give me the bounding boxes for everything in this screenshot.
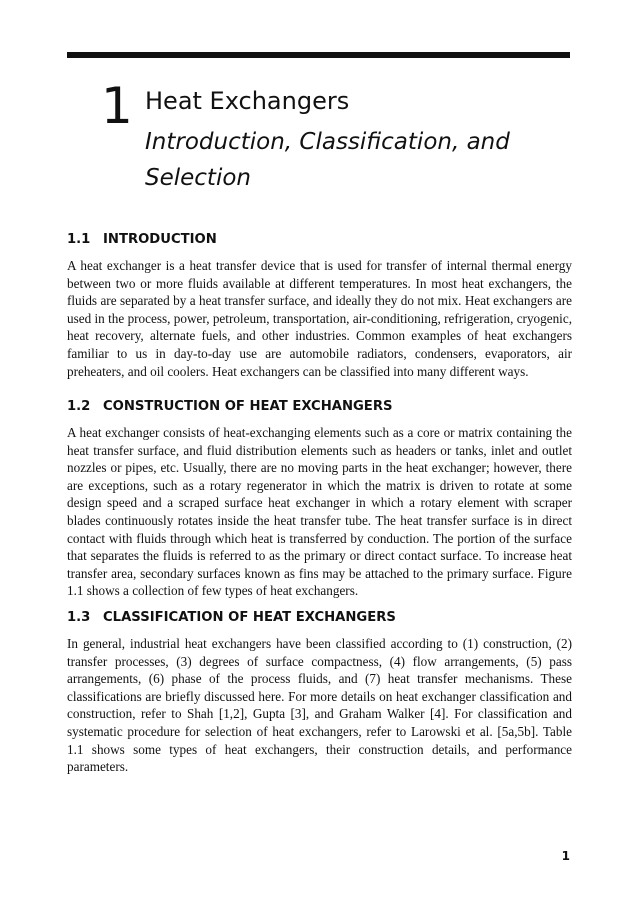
section-body: In general, industrial heat exchangers have been classified according to (1) construction, (2) transfer processes, (3) degrees of surface compactness, (4) flow arrangements, (5) pass arrangements, (6) phase of the process fluids, and (7) heat transfer mechanisms. These classifications are briefly discussed here. For more details on heat exchanger classification and construction, refer to Shah [1,2], Gupta [3], and Graham Walker [4]. For classification and systematic procedure for selection of heat exchangers, refer to Larowski et al. [5a,5b]. Table 1.1 shows some types of heat exchangers, their construction details, and performance parameters. (67, 636, 572, 775)
section-number: 1.1 (67, 232, 91, 247)
chapter-number: 1 (101, 77, 133, 135)
section-construction (67, 399, 572, 600)
section-number: 1.3 (67, 610, 91, 625)
section-classification (67, 610, 572, 776)
section-body: A heat exchanger consists of heat-exchanging elements such as a core or matrix containing the heat transfer surface, and fluid distribution elements such as headers or tanks, inlet and outlet nozzles or pipes, etc. Usually, there are no moving parts in the heat exchanger; however, there are exceptions, such as a rotary regenerator in which the matrix is driven to rotate at some design speed and a scraped surface heat exchanger in which a rotary element with scraper blades continuously rotates inside the heat transfer tube. The heat transfer surface is in direct contact with fluids through which heat is transferred by conduction. The portion of the surface that separates the fluids is referred to as the primary or direct contact surface. To increase heat transfer area, secondary surfaces known as fins may be attached to the primary surface. Figure 1.1 shows a collection of few types of heat exchangers. (67, 425, 572, 599)
page-number: 1 (561, 849, 570, 863)
section-introduction (67, 232, 572, 380)
section-heading (67, 399, 572, 415)
section-title: CONSTRUCTION OF HEAT EXCHANGERS (103, 399, 393, 414)
section-heading (67, 610, 572, 626)
section-title: CLASSIFICATION OF HEAT EXCHANGERS (103, 610, 396, 625)
chapter-title: Heat Exchangers (145, 87, 350, 115)
section-body: A heat exchanger is a heat transfer device that is used for transfer of internal thermal energy between two or more fluids available at different temperatures. In most heat exchangers, the fluids are separated by a heat transfer surface, and ideally they do not mix. Heat exchangers are used in the process, power, petroleum, transportation, air-conditioning, refrigeration, cryogenic, heat recovery, alternate fuels, and other industries. Common examples of heat exchangers familiar to us in day-to-day use are automobile radiators, condensers, evaporators, air preheaters, and oil coolers. Heat exchangers can be classified into many different ways. (67, 258, 572, 379)
section-title: INTRODUCTION (103, 232, 217, 247)
section-number: 1.2 (67, 399, 91, 414)
section-heading (67, 232, 572, 248)
chapter-subtitle: Introduction, Classification, and Selection (145, 129, 510, 191)
chapter-top-rule (67, 52, 570, 58)
